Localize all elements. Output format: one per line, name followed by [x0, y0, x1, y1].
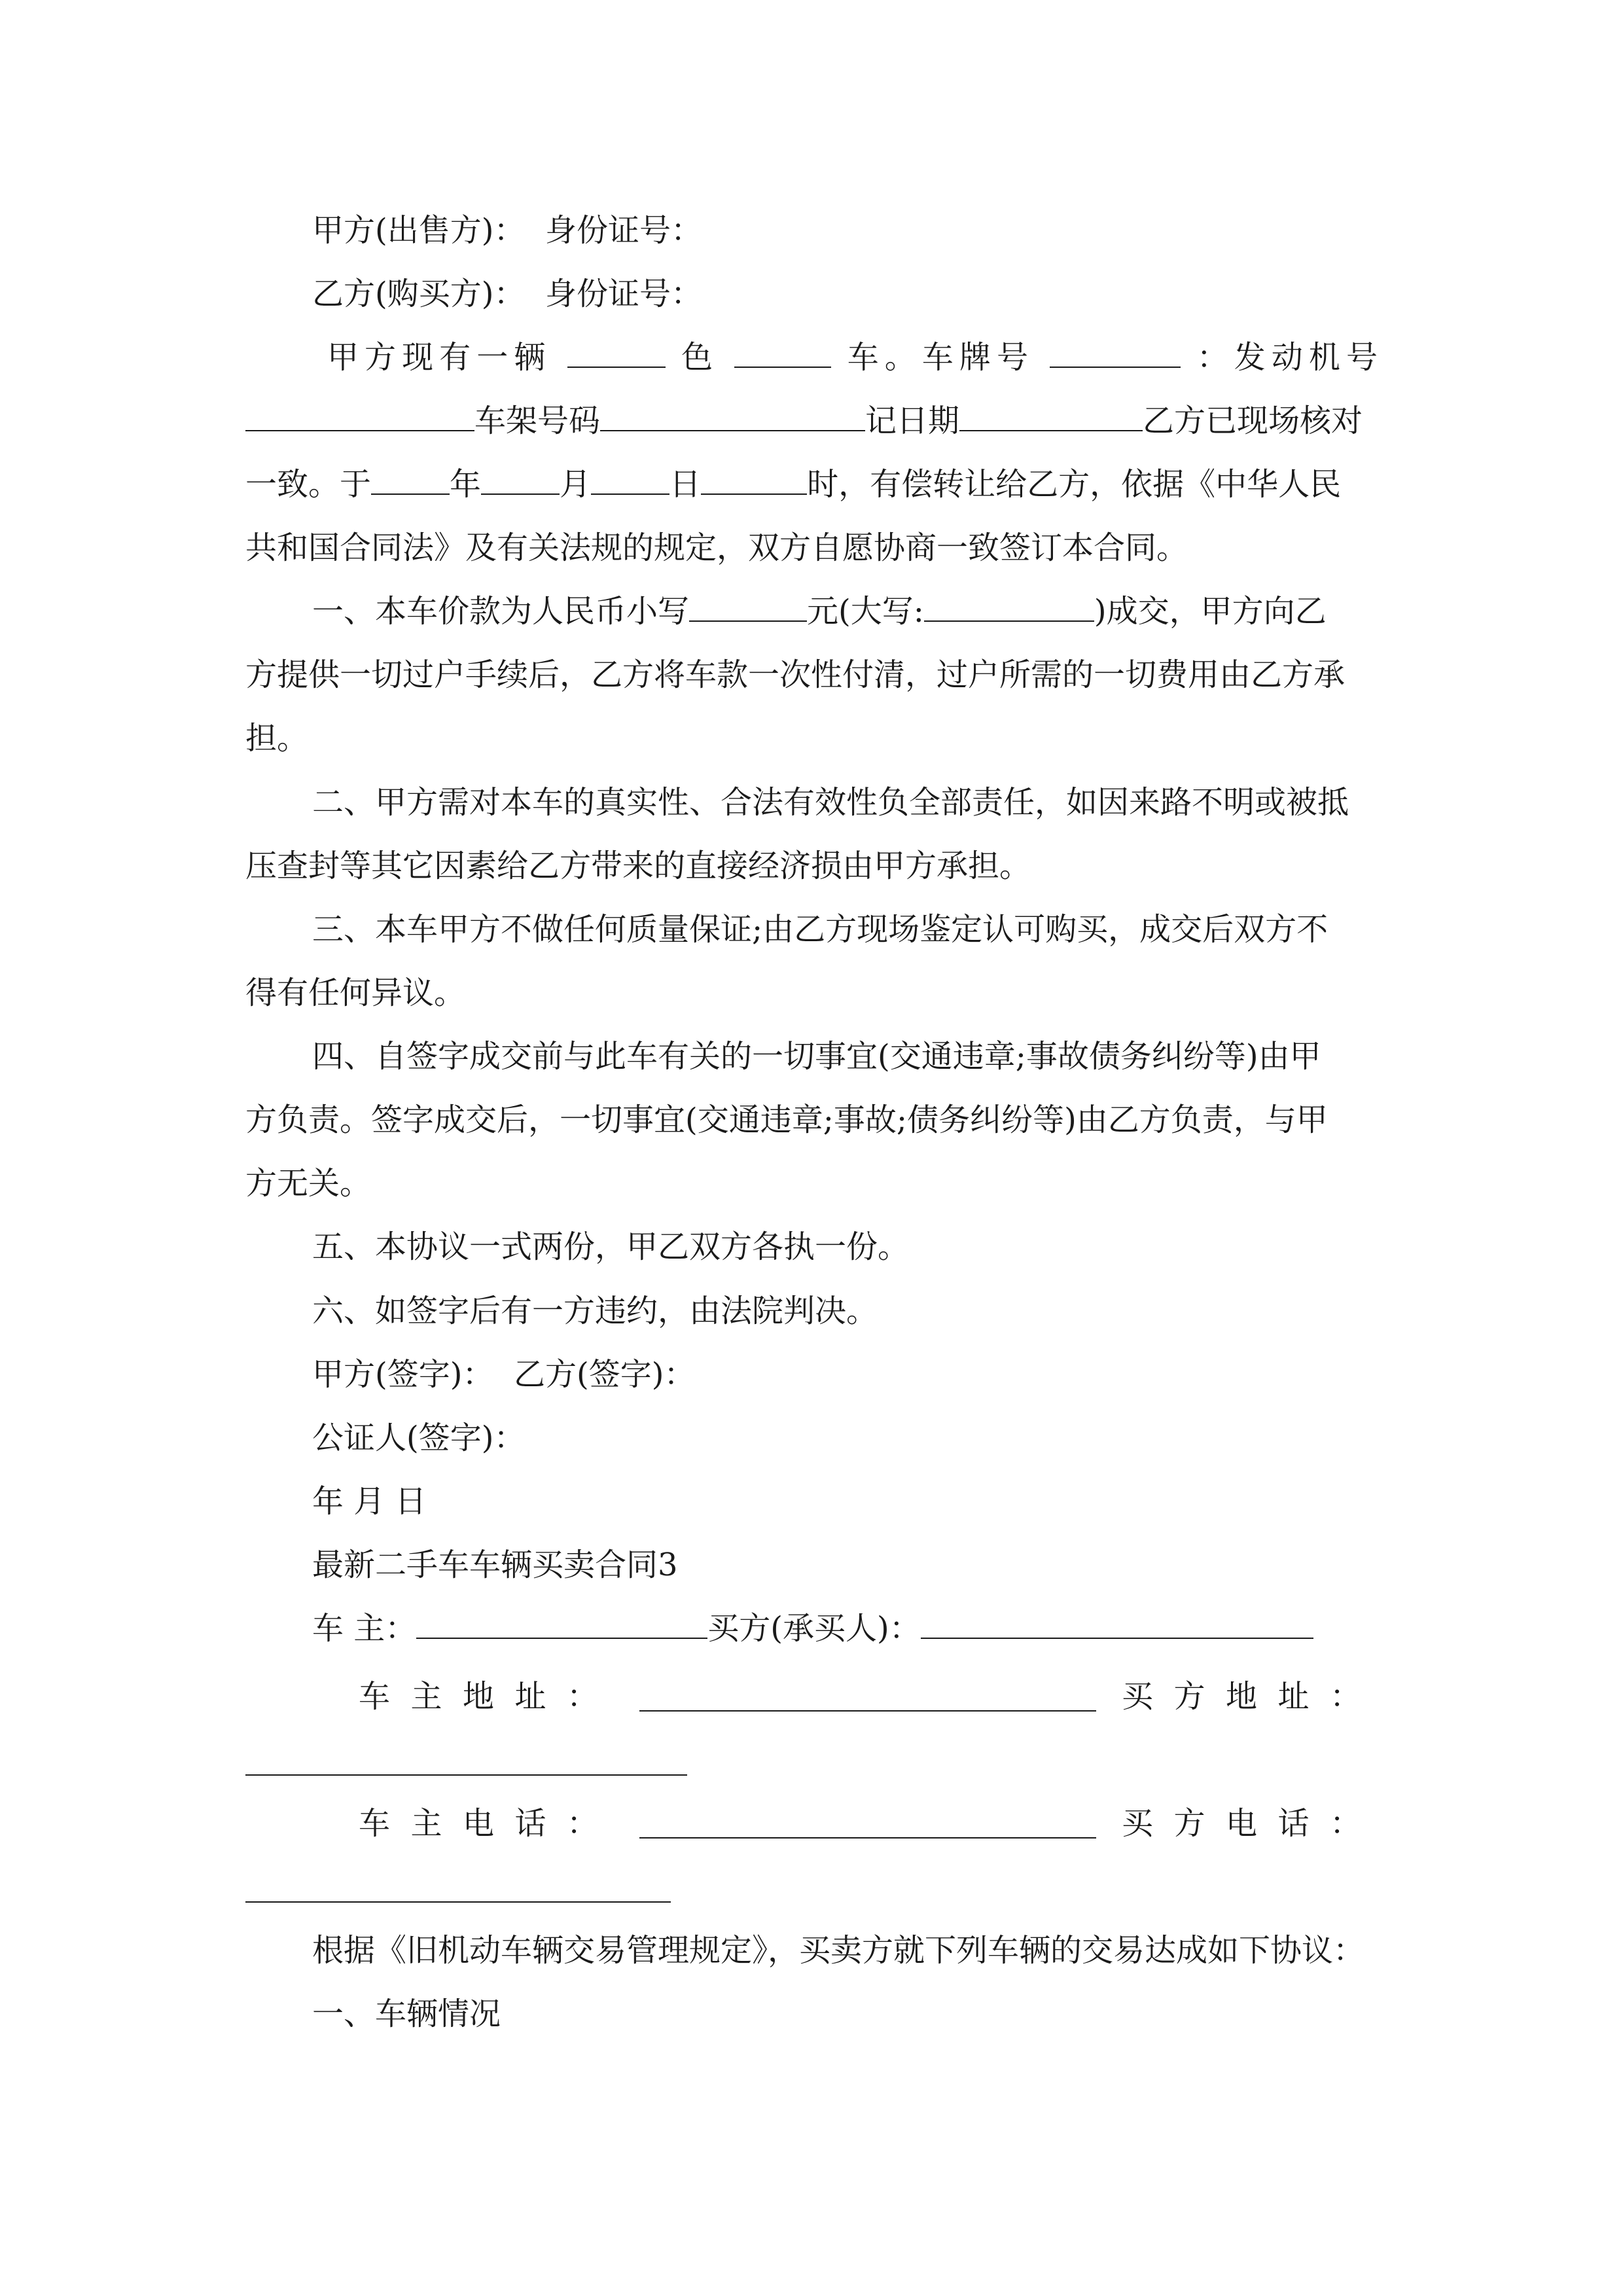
clause-4-line-2: 方负责。签字成交后，一切事宜(交通违章;事故;债务纠纷等)由乙方负责，与甲 [245, 1102, 1328, 1138]
buyer-name-blank [921, 1609, 1313, 1639]
intro-line-2 [245, 401, 1363, 440]
model-blank [734, 338, 831, 368]
price-words-blank [924, 592, 1094, 622]
owner-phone-blank [639, 1837, 1096, 1839]
clause-6: 六、如签字后有一方违约，由法院判决。 [312, 1293, 878, 1329]
owner-label: 车 主： [312, 1610, 417, 1647]
section-1-heading: 一、车辆情况 [312, 1996, 501, 2032]
intro-line-3 [245, 465, 1341, 504]
intro-line-1 [327, 338, 1378, 377]
price-figure-blank [689, 592, 807, 622]
clause-1-line-1 [312, 592, 1327, 631]
engine-number-blank [245, 401, 474, 431]
clause-text: 一、本车价款为人民币小写 [312, 593, 690, 630]
plate-number-blank [1050, 338, 1181, 368]
month-blank [481, 465, 560, 495]
year-blank [371, 465, 450, 495]
clause-3-line-1: 三、本车甲方不做任何质量保证;由乙方现场鉴定认可购买，成交后双方不 [312, 911, 1329, 948]
buyer-phone-blank [245, 1901, 671, 1903]
owner-name-blank [416, 1609, 707, 1639]
intro-text: 车。车牌号 [847, 339, 1035, 376]
clause-4-line-1: 四、自签字成交前与此车有关的一切事宜(交通违章;事故债务纠纷等)由甲 [312, 1038, 1321, 1075]
buyer-phone-label: 买方电话： [1122, 1805, 1365, 1842]
intro-text: 车架号码 [474, 403, 601, 439]
owner-address-label: 车主地址： [359, 1678, 602, 1715]
owner-phone-label: 车主电话： [359, 1805, 602, 1842]
color-blank [567, 338, 666, 368]
intro-text: 月 [560, 466, 592, 503]
day-blank [591, 465, 669, 495]
clause-5: 五、本协议一式两份，甲乙双方各执一份。 [312, 1229, 910, 1265]
intro-text: 色 [681, 339, 719, 376]
owner-address-blank [639, 1710, 1096, 1712]
clause-1-line-3: 担。 [245, 720, 309, 757]
clause-3-line-2: 得有任何异议。 [245, 975, 466, 1011]
intro-line-4: 共和国合同法》及有关法规的规定，双方自愿协商一致签订本合同。 [245, 529, 1188, 566]
intro-text: 甲方现有一辆 [327, 339, 552, 376]
buyer-label: 买方(承买人)： [707, 1610, 921, 1647]
notary-signature: 公证人(签字)： [312, 1420, 526, 1456]
intro-text: 时，有偿转让给乙方，依据《中华人民 [807, 466, 1342, 503]
intro-text: 年 [450, 466, 482, 503]
owner-buyer-line [312, 1609, 1313, 1648]
intro-text: 记日期 [865, 403, 960, 439]
clause-2-line-1: 二、甲方需对本车的真实性、合法有效性负全部责任，如因来路不明或被抵 [312, 784, 1349, 821]
intro-text: ：发动机号 [1196, 339, 1378, 376]
contract-title: 最新二手车车辆买卖合同3 [312, 1547, 678, 1583]
clause-text: )成交，甲方向乙 [1094, 593, 1327, 630]
frame-number-blank [600, 401, 865, 431]
intro-text: 乙方已现场核对 [1143, 403, 1363, 439]
clause-text: 元(大写: [807, 593, 924, 630]
clause-2-line-2: 压查封等其它因素给乙方带来的直接经济损由甲方承担。 [245, 848, 1031, 884]
basis-paragraph: 根据《旧机动车辆交易管理规定》，买卖方就下列车辆的交易达成如下协议： [312, 1932, 1365, 1969]
party-b-line: 乙方(购买方)： 身份证号： [312, 276, 702, 312]
intro-text: 一致。于 [245, 466, 372, 503]
hour-blank [701, 465, 807, 495]
buyer-address-label: 买方地址： [1122, 1678, 1365, 1715]
clause-1-line-2: 方提供一切过户手续后，乙方将车款一次性付清，过户所需的一切费用由乙方承 [245, 656, 1346, 693]
clause-4-line-3: 方无关。 [245, 1165, 372, 1202]
sign-date: 年 月 日 [312, 1483, 427, 1520]
signature-parties: 甲方(签字)： 乙方(签字)： [312, 1356, 696, 1393]
buyer-address-blank [245, 1774, 687, 1776]
party-a-line: 甲方(出售方)： 身份证号： [312, 212, 702, 249]
intro-text: 日 [669, 466, 702, 503]
register-date-blank [959, 401, 1143, 431]
